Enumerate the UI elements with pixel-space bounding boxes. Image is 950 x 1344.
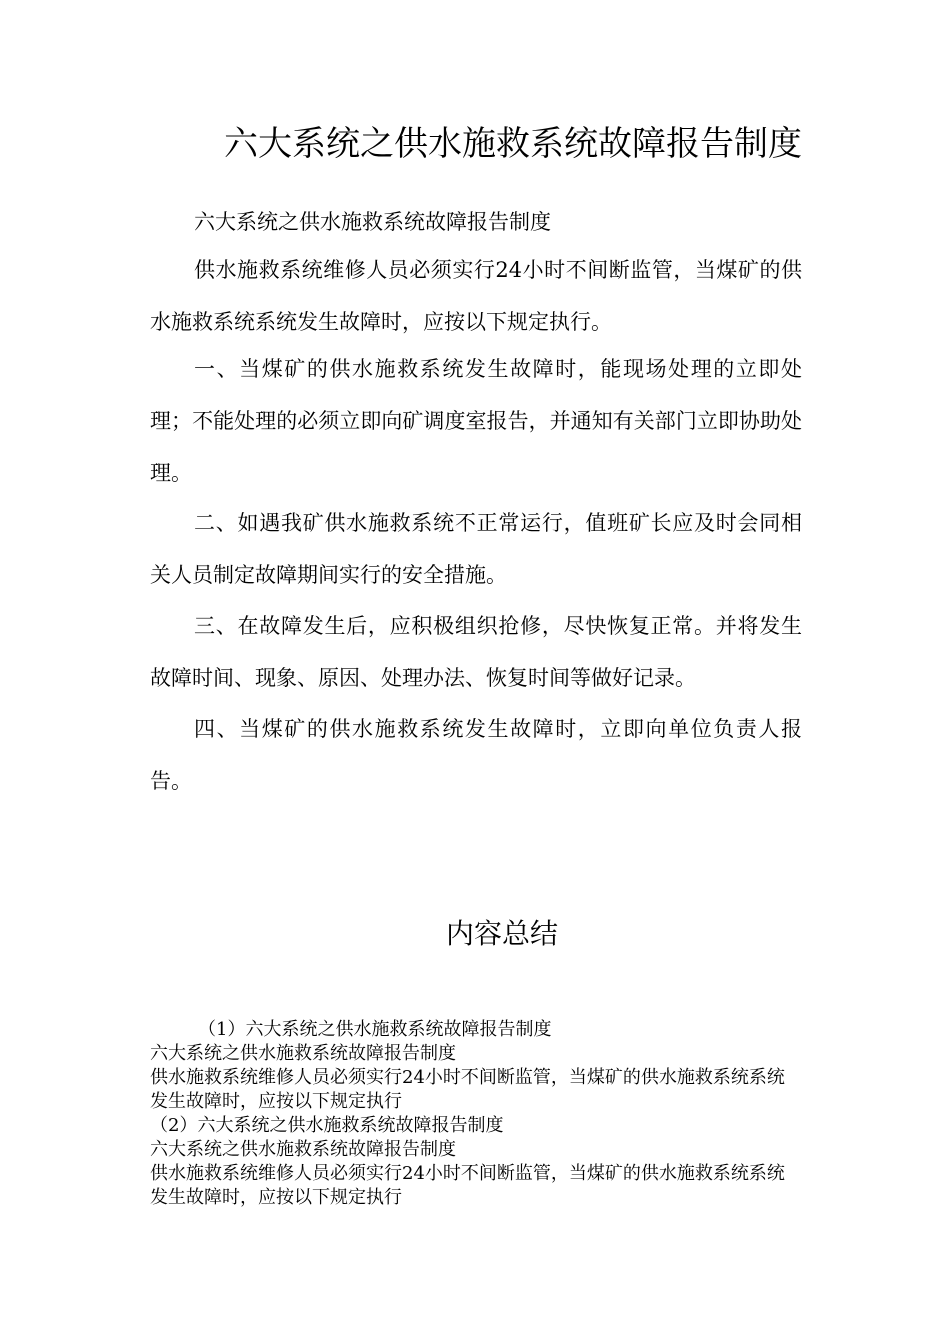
paragraph-subtitle: 六大系统之供水施救系统故障报告制度 — [194, 210, 551, 234]
paragraph-intro: 供水施救系统维修人员必须实行24小时不间断监管，当煤矿的供水施救系统系统发生故障时，应按以下规定执行。 — [150, 258, 802, 334]
summary-line: 六大系统之供水施救系统故障报告制度 — [150, 1139, 456, 1160]
document-title: 六大系统之供水施救系统故障报告制度 — [224, 124, 802, 164]
summary-block — [150, 1018, 790, 1210]
summary-line: （2）六大系统之供水施救系统故障报告制度 — [150, 1115, 504, 1136]
summary-line: 六大系统之供水施救系统故障报告制度 — [150, 1043, 456, 1064]
paragraph-item-2: 二、如遇我矿供水施救系统不正常运行，值班矿长应及时会同相关人员制定故障期间实行的安全措施。 — [150, 511, 802, 587]
paragraph-item-4: 四、当煤矿的供水施救系统发生故障时，立即向单位负责人报告。 — [150, 717, 802, 793]
paragraph-item-3: 三、在故障发生后，应积极组织抢修，尽快恢复正常。并将发生故障时间、现象、原因、处理办法、恢复时间等做好记录。 — [150, 614, 802, 690]
paragraph-item-1: 一、当煤矿的供水施救系统发生故障时，能现场处理的立即处理；不能处理的必须立即向矿调度室报告，并通知有关部门立即协助处理。 — [150, 357, 802, 485]
summary-line: 供水施救系统维修人员必须实行24小时不间断监管，当煤矿的供水施救系统系统发生故障时，应按以下规定执行 — [150, 1163, 785, 1208]
summary-line: 供水施救系统维修人员必须实行24小时不间断监管，当煤矿的供水施救系统系统发生故障时，应按以下规定执行 — [150, 1067, 785, 1112]
summary-title: 内容总结 — [446, 917, 559, 950]
summary-line: （1）六大系统之供水施救系统故障报告制度 — [198, 1019, 552, 1040]
